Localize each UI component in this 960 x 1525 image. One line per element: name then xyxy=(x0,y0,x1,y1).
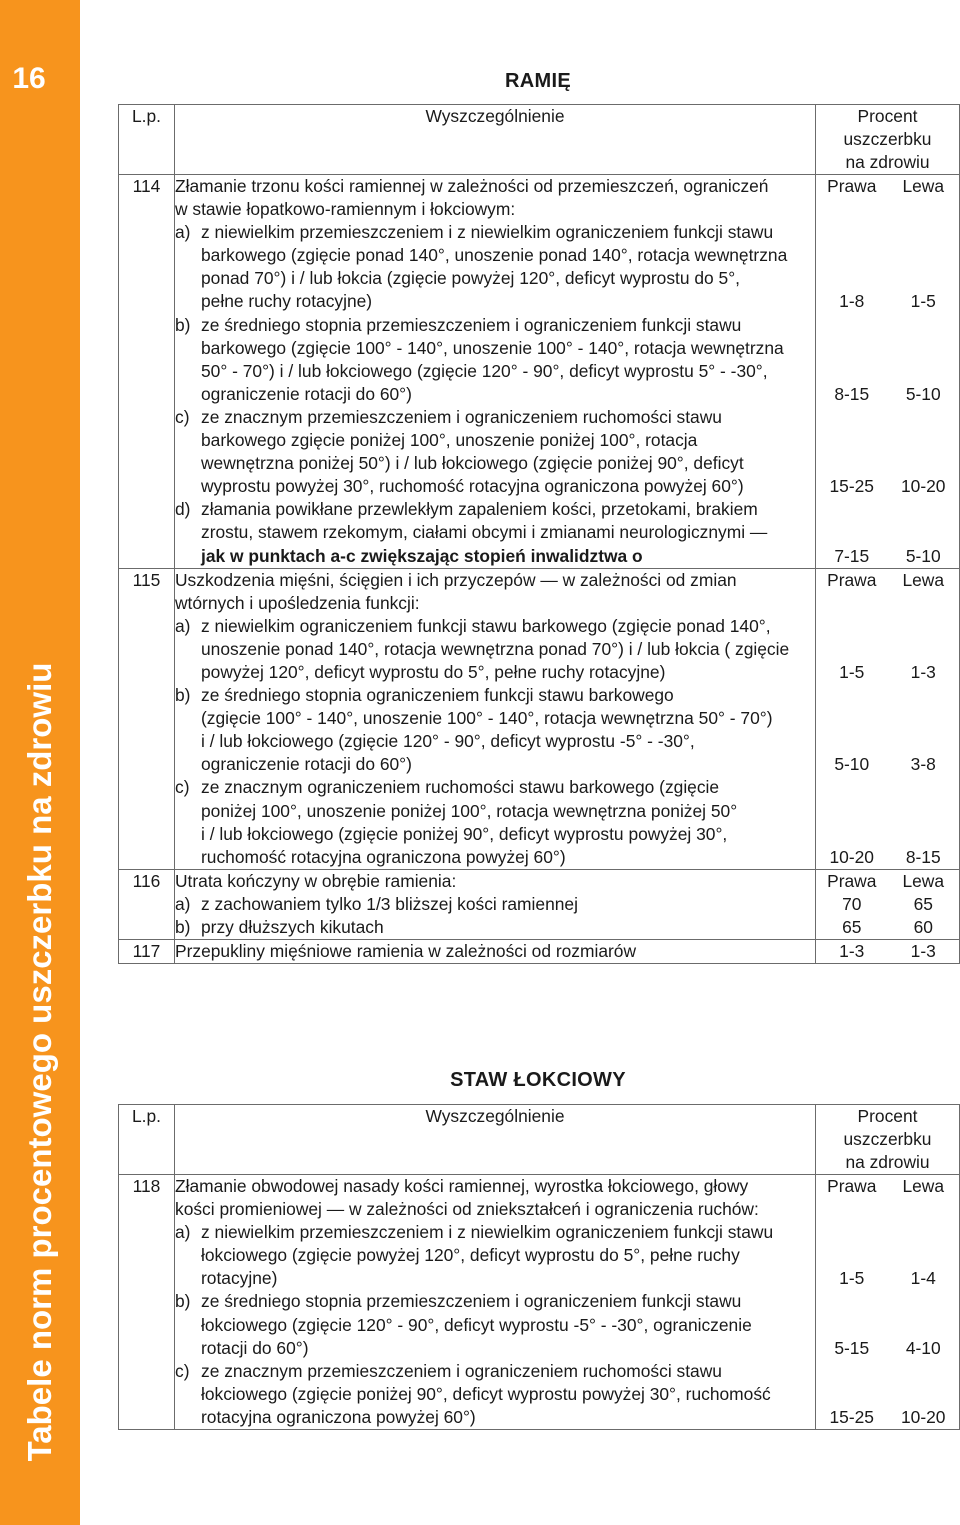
row-description: Złamanie trzonu kości ramiennej w zależności od przemieszczeń, ograniczeń w stawie łopatkowo-ramiennym i łokciowym: a) z niewielkim przemieszczeniem i z niewielkim ograniczeniem funkcji stawu barkowego (zgięcie ponad 140°, unoszenie ponad 140°, rotacja wewnętrzna ponad 70°) i / lub łokcia (zgięcie powyżej 120°, deficyt wyprostu do 5°, pełne ruchy rotacyjne) b) ze średniego stopnia przemieszczeniem i ograniczeniem funkcji stawu barkowego (zgięcie 100° - 140°, unoszenie 100° - 140°, rotacja wewnętrzna 50° - 70°) i / lub łokciowego (zgięcie 120° - 90°, deficyt wyprostu 5° - -30°, ograniczenie rotacji do 60°) c) ze znacznym przemieszczeniem i ograniczeniem ruchomości stawu barkowego zgięcie poniżej 100°, unoszenie poniżej 100°, rotacja wewnętrzna poniżej 50°) i / lub łokciowego (zgięcie poniżej 90°, deficyt wyprostu powyżej 30°, ruchomość rotacyjna ograniczona powyżej 60°) d) złamania powikłane przewlekłym zapaleniem kości, przetokami, brakiem zrostu, stawem rzekomym, ciałami obcymi i zmianami neurologicznymi — jak w punktach a-c zwiększając stopień inwalidztwa o xyxy=(175,175,816,569)
header-description: Wyszczególnienie xyxy=(175,1105,816,1175)
row-percent: Prawa Lewa 1-8 1-5 8-15 5-10 15-25 10-20 7-15 5-10 xyxy=(816,175,960,569)
row-description: Utrata kończyny w obrębie ramienia: a) z zachowaniem tylko 1/3 bliższej kości ramiennej b) przy dłuższych kikutach xyxy=(175,869,816,939)
row-number: 115 xyxy=(119,568,175,869)
header-lp: L.p. xyxy=(119,105,175,175)
header-lp: L.p. xyxy=(119,1105,175,1175)
row-percent: 1-3 1-3 xyxy=(816,940,960,964)
table-row-118 xyxy=(119,1175,960,1430)
section-title-staw-lokciowy: STAW ŁOKCIOWY xyxy=(450,1069,626,1091)
table-row-114 xyxy=(119,175,960,569)
row-number: 114 xyxy=(119,175,175,569)
header-percent: Procent uszczerbku na zdrowiu xyxy=(816,105,960,175)
row-percent: Prawa Lewa 1-5 1-4 5-15 4-10 15-25 10-20 xyxy=(816,1175,960,1430)
table-row-115 xyxy=(119,568,960,869)
table-header xyxy=(119,105,960,175)
header-description: Wyszczególnienie xyxy=(175,105,816,175)
table-row-116 xyxy=(119,869,960,939)
table-row-117 xyxy=(119,940,960,964)
table-ramie xyxy=(118,104,960,964)
row-description: Złamanie obwodowej nasady kości ramiennej, wyrostka łokciowego, głowy kości promieniowej — w zależności od zniekształceń i ograniczenia ruchów: a) z niewielkim przemieszczeniem i z niewielkim ograniczeniem funkcji stawu łokciowego (zgięcie powyżej 120°, deficyt wyprostu do 5°, pełne ruchy rotacyjne) b) ze średniego stopnia przemieszczeniem i ograniczeniem funkcji stawu łokciowego (zgięcie 120° - 90°, deficyt wyprostu -5° - -30°, ograniczenie rotacji do 60°) c) ze znacznym przemieszczeniem i ograniczeniem ruchomości stawu łokciowego (zgięcie poniżej 90°, deficyt wyprostu powyżej 30°, ruchomość rotacyjna ograniczona powyżej 60°) xyxy=(175,1175,816,1430)
page-number: 16 xyxy=(12,62,46,95)
row-number: 116 xyxy=(119,869,175,939)
section-title-ramie: RAMIĘ xyxy=(505,70,571,92)
row-percent: Prawa Lewa 1-5 1-3 5-10 3-8 10-20 8-15 xyxy=(816,568,960,869)
row-percent: Prawa Lewa 70 65 65 60 xyxy=(816,869,960,939)
side-band xyxy=(0,0,80,1525)
table-staw-lokciowy xyxy=(118,1104,960,1430)
side-title: Tabele norm procentowego uszczerbku na zdrowiu xyxy=(21,662,58,1462)
row-description: Uszkodzenia mięśni, ścięgien i ich przyczepów — w zależności od zmian wtórnych i upośledzenia funkcji: a) z niewielkim ograniczeniem funkcji stawu barkowego (zgięcie ponad 140°, unoszenie ponad 140°, rotacja wewnętrzna ponad 70°) i / lub łokcia ( zgięcie powyżej 120°, deficyt wyprostu do 5°, pełne ruchy rotacyjne) b) ze średniego stopnia ograniczeniem funkcji stawu barkowego (zgięcie 100° - 140°, unoszenie 100° - 140°, rotacja wewnętrzna 50° - 70°) i / lub łokciowego (zgięcie 120° - 90°, deficyt wyprostu -5° - -30°, ograniczenie rotacji do 60°) c) ze znacznym ograniczeniem ruchomości stawu barkowego (zgięcie poniżej 100°, unoszenie poniżej 100°, rotacja wewnętrzna poniżej 50° i / lub łokciowego (zgięcie poniżej 90°, deficyt wyprostu powyżej 30°, ruchomość rotacyjna ograniczona powyżej 60°) xyxy=(175,568,816,869)
row-number: 118 xyxy=(119,1175,175,1430)
row-number: 117 xyxy=(119,940,175,964)
row-description: Przepukliny mięśniowe ramienia w zależności od rozmiarów xyxy=(175,940,816,964)
table-header xyxy=(119,1105,960,1175)
header-percent: Procent uszczerbku na zdrowiu xyxy=(816,1105,960,1175)
